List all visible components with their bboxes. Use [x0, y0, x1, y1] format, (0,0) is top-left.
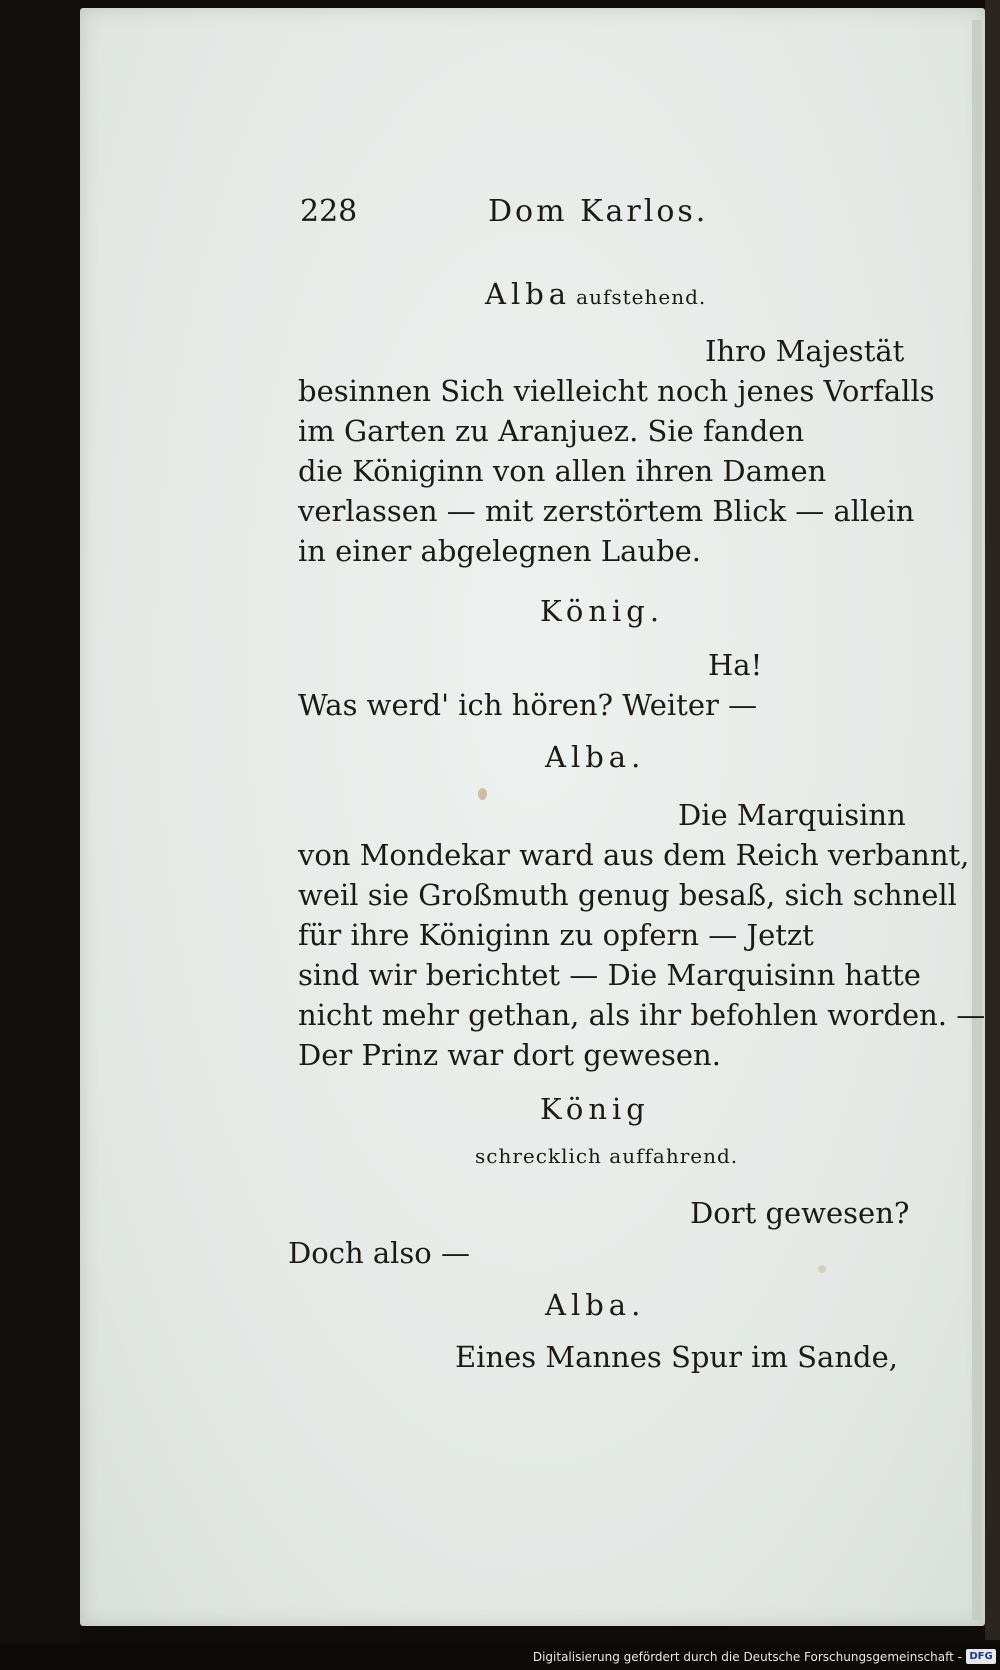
verse-line: Doch also —: [288, 1236, 470, 1270]
stage-direction: schrecklich auffahrend.: [475, 1144, 739, 1168]
running-title: Dom Karlos.: [488, 194, 709, 229]
verse-line: weil sie Großmuth genug besaß, sich schnell: [298, 878, 957, 912]
speaker-name: Alba: [485, 277, 572, 311]
verse-line: Der Prinz war dort gewesen.: [298, 1038, 721, 1072]
ink-spot: [478, 788, 487, 800]
verse-line: Die Marquisinn: [678, 798, 906, 832]
speaker-name: König.: [540, 594, 665, 628]
verse-line: für ihre Königinn zu opfern — Jetzt: [298, 918, 814, 952]
speaker-name: König: [540, 1092, 650, 1126]
verse-line: die Königinn von allen ihren Damen: [298, 454, 827, 488]
book-edge: [985, 0, 1000, 1640]
verse-line: nicht mehr gethan, als ihr befohlen worden. —: [298, 998, 986, 1032]
speaker-name: Alba.: [545, 740, 646, 774]
page-edge-shadow: [972, 20, 982, 1620]
verse-line: im Garten zu Aranjuez. Sie fanden: [298, 414, 805, 448]
verse-line: sind wir berichtet — Die Marquisinn hatte: [298, 958, 921, 992]
verse-line: Was werd' ich hören? Weiter —: [298, 688, 758, 722]
scan-background-left: [0, 0, 80, 1670]
verse-line: verlassen — mit zerstörtem Blick — allein: [298, 494, 915, 528]
speaker-name: Alba.: [545, 1288, 646, 1322]
verse-line: Eines Mannes Spur im Sande,: [455, 1340, 898, 1374]
running-header: [300, 194, 900, 234]
verse-line: Ihro Majestät: [705, 334, 905, 368]
digitization-credit: Digitalisierung gefördert durch die Deutsche Forschungsgemeinschaft -: [532, 1650, 962, 1664]
footer-bar: [0, 1644, 1000, 1670]
dfg-logo: DFG: [966, 1649, 996, 1664]
page-number: 228: [300, 194, 358, 229]
verse-line: Ha!: [708, 648, 763, 682]
speaker-heading: [485, 277, 706, 311]
verse-line: von Mondekar ward aus dem Reich verbannt,: [298, 838, 970, 872]
verse-line: Dort gewesen?: [690, 1196, 910, 1230]
verse-line: in einer abgelegnen Laube.: [298, 534, 702, 568]
verse-line: besinnen Sich vielleicht noch jenes Vorfalls: [298, 374, 935, 408]
stain-spot: [818, 1265, 826, 1273]
stage-direction: aufstehend.: [576, 285, 707, 309]
